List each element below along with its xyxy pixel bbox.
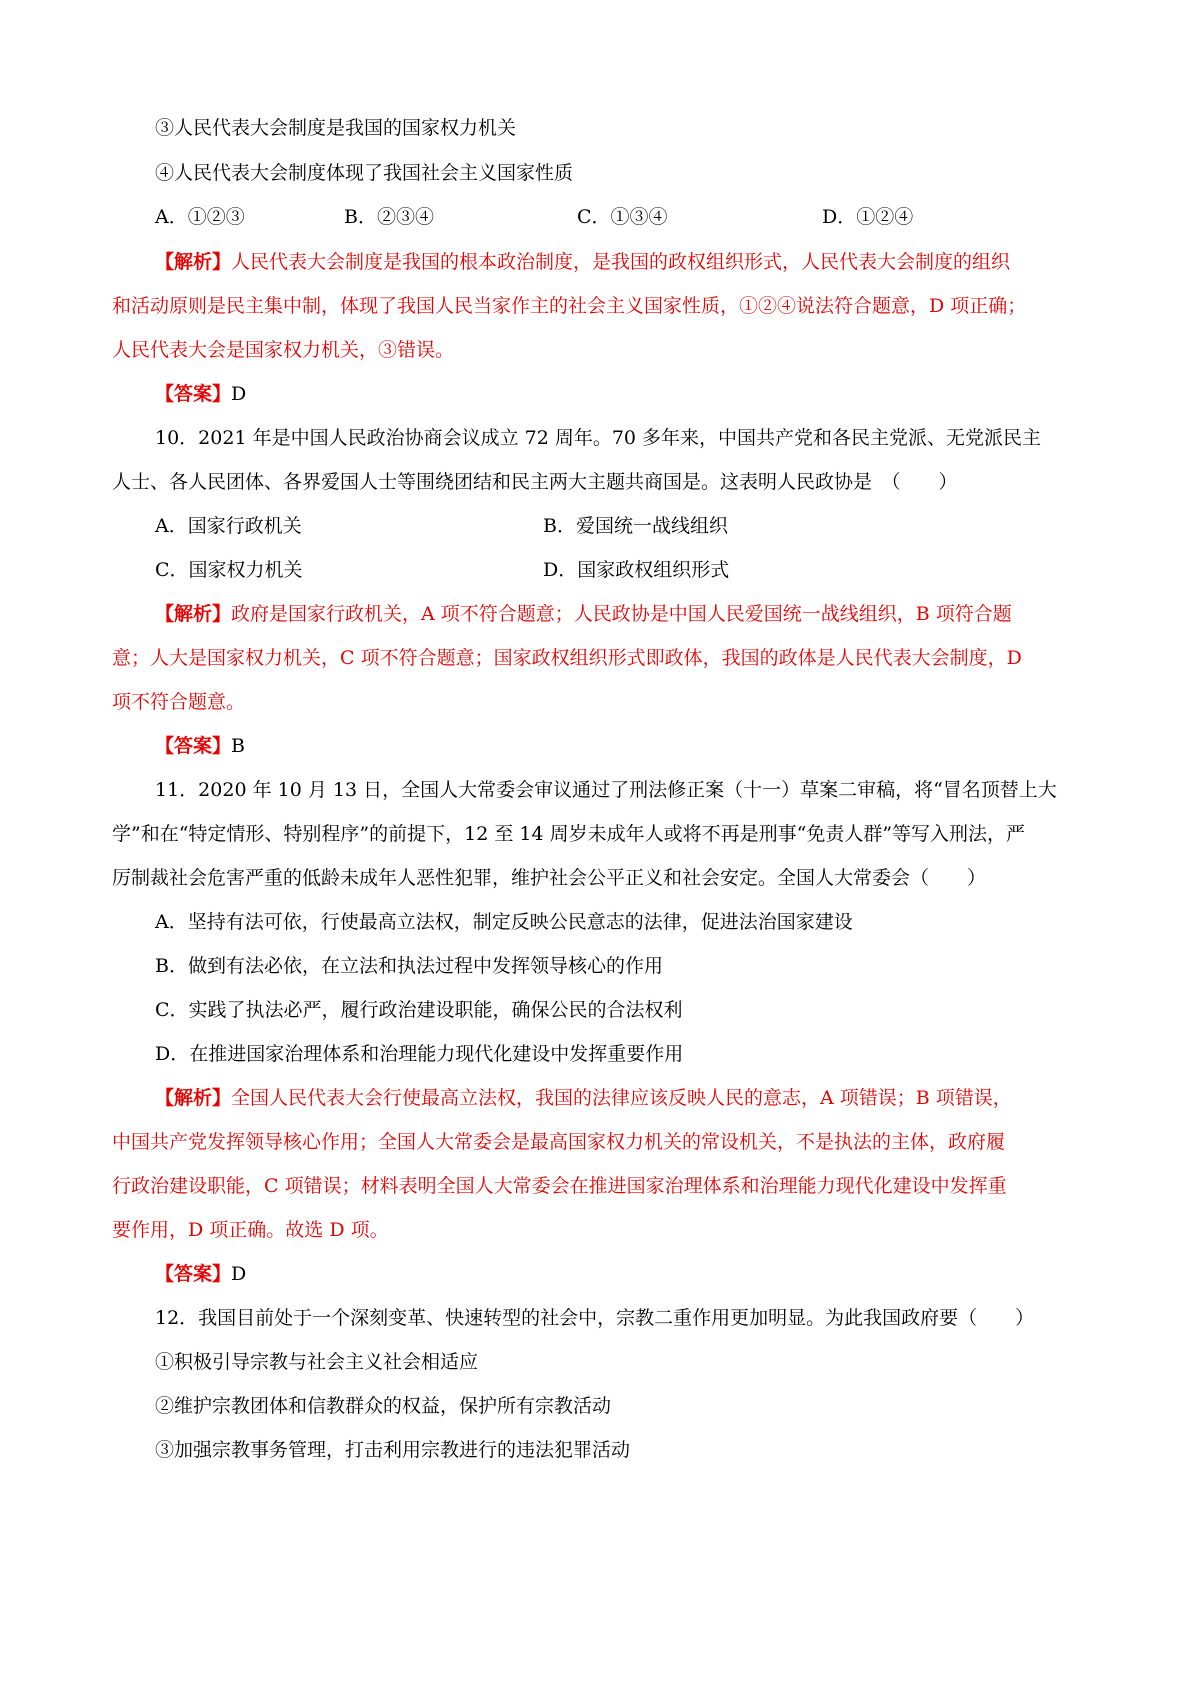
q9-answer (155, 381, 246, 407)
q12-stem: 12．我国目前处于一个深刻变革、快速转型的社会中，宗教二重作用更加明显。为此我国政府要（ ） (155, 1307, 1035, 1329)
analysis-text: 人民代表大会制度是我国的根本政治制度，是我国的政权组织形式，人民代表大会制度的组织 (231, 251, 1011, 273)
q9-option-b: B．②③④ (344, 206, 434, 228)
q10-analysis-line-3: 项不符合题意。 (112, 691, 246, 713)
q10-option-b: B．爱国统一战线组织 (543, 515, 728, 537)
q10-stem-line-2: 人士、各人民团体、各界爱国人士等围绕团结和民主两大主题共商国是。这表明人民政协是 （ ） (112, 471, 958, 493)
q11-stem-line-1: 11．2020 年 10 月 13 日，全国人大常委会审议通过了刑法修正案（十一）草案二审稿，将“冒名顶替上大 (155, 779, 1057, 801)
q10-option-c: C．国家权力机关 (155, 559, 303, 581)
q12-item-2: ②维护宗教团体和信教群众的权益，保护所有宗教活动 (155, 1395, 612, 1417)
q11-analysis-line-3: 行政治建设职能，C 项错误；材料表明全国人大常委会在推进国家治理体系和治理能力现代化建设中发挥重 (112, 1175, 1007, 1197)
q12-item-1: ①积极引导宗教与社会主义社会相适应 (155, 1351, 479, 1373)
analysis-tag: 【解析】 (155, 1087, 232, 1109)
analysis-tag: 【解析】 (155, 251, 232, 273)
q9-analysis-line-1 (155, 249, 1010, 275)
q11-analysis-line-4: 要作用，D 项正确。故选 D 项。 (112, 1219, 389, 1241)
answer-tag: 【答案】 (155, 735, 232, 757)
q11-option-b: B．做到有法必依，在立法和执法过程中发挥领导核心的作用 (155, 955, 663, 977)
q11-option-c: C．实践了执法必严，履行政治建设职能，确保公民的合法权利 (155, 999, 683, 1021)
q10-option-d: D．国家政权组织形式 (543, 559, 730, 581)
q10-stem-line-1: 10．2021 年是中国人民政治协商会议成立 72 周年。70 多年来，中国共产党和各民主党派、无党派民主 (155, 427, 1042, 449)
q10-option-a: A．国家行政机关 (155, 515, 302, 537)
q9-analysis-line-2: 和活动原则是民主集中制，体现了我国人民当家作主的社会主义国家性质，①②④说法符合题意，D 项正确； (112, 295, 1027, 317)
answer-tag: 【答案】 (155, 383, 232, 405)
q9-option-d: D．①②④ (822, 206, 914, 228)
q10-analysis-line-1 (155, 601, 1012, 627)
q10-answer (155, 733, 245, 759)
answer-value: B (231, 735, 245, 757)
q9-item-3: ③人民代表大会制度是我国的国家权力机关 (155, 117, 517, 139)
q11-option-a: A．坚持有法可依，行使最高立法权，制定反映公民意志的法律，促进法治国家建设 (155, 911, 853, 933)
q11-analysis-line-1 (155, 1085, 1012, 1111)
answer-value: D (231, 383, 247, 405)
q9-analysis-line-3: 人民代表大会是国家权力机关，③错误。 (112, 339, 455, 361)
q11-option-d: D．在推进国家治理体系和治理能力现代化建设中发挥重要作用 (155, 1043, 684, 1065)
q9-option-a: A．①②③ (155, 206, 245, 228)
analysis-tag: 【解析】 (155, 603, 232, 625)
analysis-text: 政府是国家行政机关，A 项不符合题意；人民政协是中国人民爱国统一战线组织，B 项符合题 (231, 603, 1012, 625)
q9-option-c: C．①③④ (577, 206, 668, 228)
answer-value: D (231, 1263, 247, 1285)
q10-analysis-line-2: 意；人大是国家权力机关，C 项不符合题意；国家政权组织形式即政体，我国的政体是人民代表大会制度，D (112, 647, 1022, 669)
q11-analysis-line-2: 中国共产党发挥领导核心作用；全国人大常委会是最高国家权力机关的常设机关，不是执法的主体，政府履 (112, 1131, 1006, 1153)
q9-item-4: ④人民代表大会制度体现了我国社会主义国家性质 (155, 162, 574, 184)
answer-tag: 【答案】 (155, 1263, 232, 1285)
q12-item-3: ③加强宗教事务管理，打击利用宗教进行的违法犯罪活动 (155, 1439, 631, 1461)
q11-stem-line-3: 厉制裁社会危害严重的低龄未成年人恶性犯罪，维护社会公平正义和社会安定。全国人大常委会（ ） (112, 867, 987, 889)
q11-answer (155, 1261, 246, 1287)
q11-stem-line-2: 学”和在“特定情形、特别程序”的前提下，12 至 14 周岁未成年人或将不再是刑事“免责人群”等写入刑法，严 (112, 823, 1026, 845)
analysis-text: 全国人民代表大会行使最高立法权，我国的法律应该反映人民的意志，A 项错误；B 项错误， (231, 1087, 1012, 1109)
